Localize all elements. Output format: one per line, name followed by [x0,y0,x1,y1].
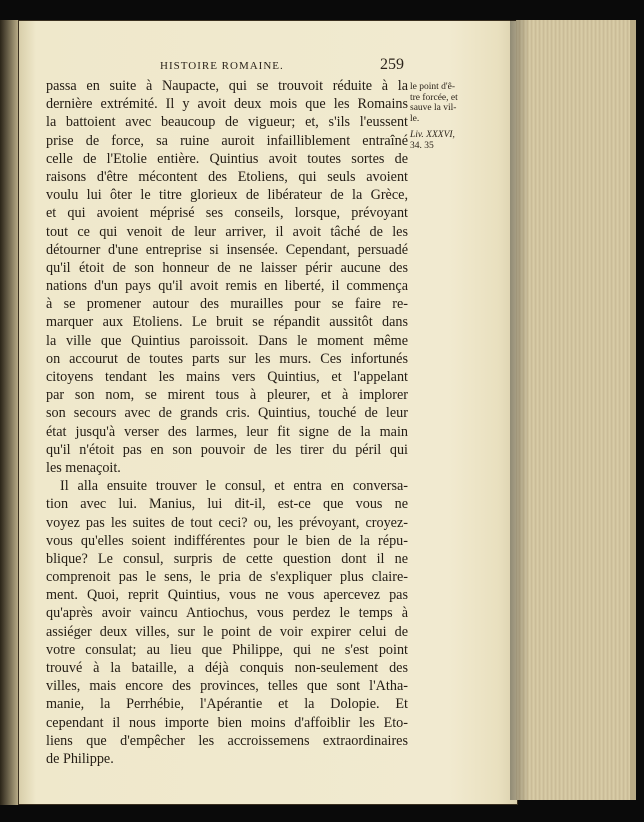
body-line: manie, la Perrhébie, l'Apérantie et la Dolopie. Et [46,696,408,713]
body-line: assiéger deux villes, sur le point de voir expirer celui de [46,623,408,640]
body-line: nations d'un pays qu'il avoit remis en liberté, il commença [46,278,408,295]
body-line: on accourut de toutes parts sur les murs. Ces infortunés [46,350,408,367]
body-line: citoyens tendant les mains vers Quintius, et l'appelant [46,369,408,385]
body-line: tion avec lui. Manius, lui dit-il, est-ce que vous ne [46,496,408,513]
body-line: villes, mais encore des provinces, telles que sont l'Atha- [46,678,408,695]
body-line: détourner d'une entreprise si insensée. Cependant, persuadé [46,241,408,258]
margin-note-line: le. [410,113,420,124]
body-line: son secours avec de grands cris. Quintius, touché de leur [46,405,408,422]
gutter-shadow [510,20,530,800]
body-line: liens que d'empêcher les accroissemens extraordinaires [46,732,408,749]
body-line: vous qu'elles soient indifférentes pour le bien de la répu- [46,532,408,549]
margin-note-line: le point d'ê- [410,82,455,92]
body-text [46,77,408,768]
body-line: comprenoit pas le sens, le pria de s'expliquer plus claire- [46,569,408,586]
body-line: qu'il n'étoit pas en son pouvoir de les tirer du péril qui [46,441,408,458]
body-line: marquer aux Etoliens. Le bruit se répandit aussitôt dans [46,314,408,331]
body-line: votre consulat; au lieu que Philippe, qui ne s'est point [46,641,408,658]
page-block-edges [516,20,636,800]
margin-reference: Liv. XXXVI, [410,130,455,140]
facing-page-edge [0,20,18,805]
body-line: Il alla ensuite trouver le consul, et entra en conversa- [60,478,408,495]
body-line: état jusqu'à verser des larmes, leur fit signe de la main [46,423,408,440]
body-line: les menaçoit. [46,459,121,476]
body-line: la battoient avec beaucoup de vigueur; et, s'ils l'eussent [46,114,408,131]
body-line: de Philippe. [46,750,114,767]
margin-note-line: tre forcée, et [410,92,458,103]
body-line: par son nom, se mirent tous à pleurer, et à implorer [46,387,408,404]
body-line: dernière extrémité. Il y avoit deux mois que les Romains [46,96,408,113]
body-line: la ville que Quintius paroissoit. Dans le moment même [46,332,408,349]
margin-reference: 34. 35 [410,140,434,151]
body-line: cependant il nous importe bien moins d'affoiblir les Eto- [46,714,408,731]
margin-note [410,82,480,151]
body-line: prise de force, sa ruine auroit infailliblement entraîné [46,132,408,149]
body-line: raisons d'être mécontent des Etoliens, qui seuls avoient [46,168,408,185]
body-line: ment. Quoi, reprit Quintius, vous ne vous apercevez pas [46,587,408,604]
body-line: qu'après avoir vaincu Antiochus, vous perdez le temps à [46,605,408,622]
body-line: celle de l'Etolie entière. Quintius avoit toutes sortes de [46,150,408,167]
body-line: passa en suite à Naupacte, qui se trouvoit réduite à la [46,78,408,94]
body-line: trouvé à la bataille, a déjà conquis non-seulement des [46,660,408,676]
body-line: blique? Le consul, surpris de cette question dont il ne [46,550,408,567]
running-title: HISTOIRE ROMAINE. [160,60,284,72]
body-line: tout ce qui venoit de leur arriver, il avoit tâché de les [46,223,408,240]
body-line: et qui avoient méprisé ses conseils, lorsque, prévoyant [46,205,408,222]
body-line: voyez pas les suites de tout ceci? ou, les prévoyant, croyez- [46,514,408,531]
body-line: voulu lui ôter le titre glorieux de libérateur de la Grèce, [46,187,408,204]
page-number: 259 [380,56,404,73]
body-line: qu'il étoit de son honneur de ne laisser périr aucune des [46,259,408,276]
body-line: à se promener autour des murailles pour se faire re- [46,296,408,313]
margin-note-line: sauve la vil- [410,103,457,113]
